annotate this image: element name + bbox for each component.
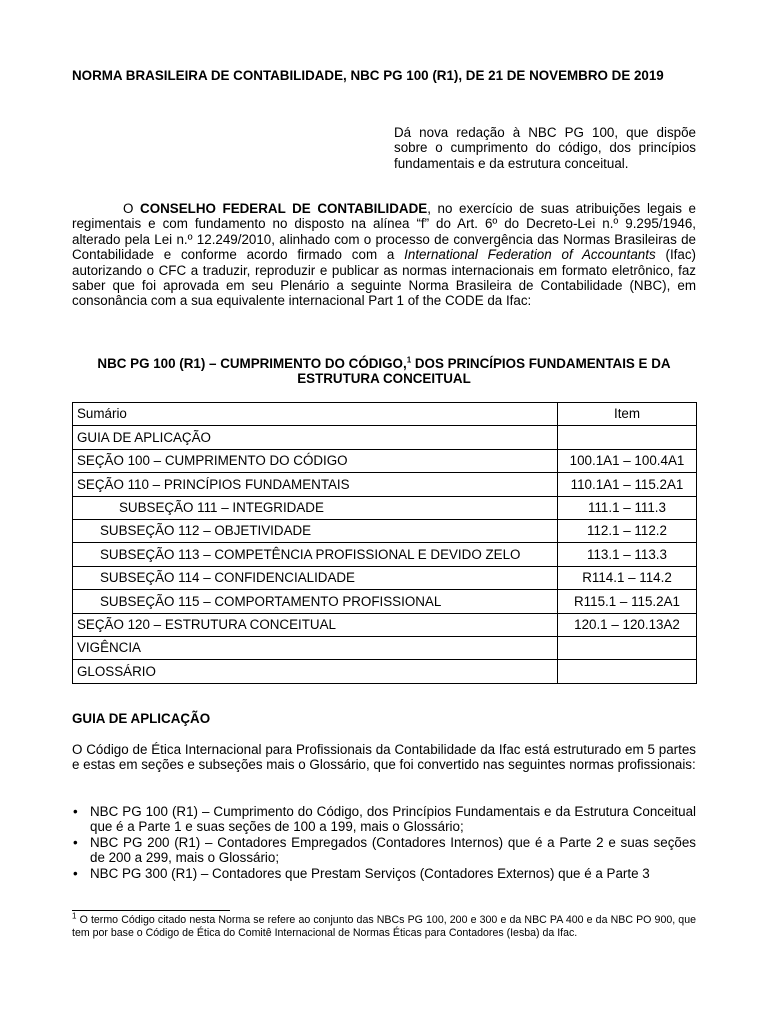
toc-section: SEÇÃO 120 – ESTRUTURA CONCEITUAL	[73, 613, 558, 636]
toc-subsection: SUBSEÇÃO 111 – INTEGRIDADE	[73, 496, 558, 519]
bullet-icon: •	[73, 865, 78, 881]
toc-item-range	[558, 660, 697, 683]
toc-row	[73, 426, 697, 449]
toc-row	[73, 473, 697, 496]
toc-header-item: Item	[558, 403, 697, 426]
toc-item-range: 110.1A1 – 115.2A1	[558, 473, 697, 496]
toc-row	[73, 613, 697, 636]
toc-item-range: 111.1 – 111.3	[558, 496, 697, 519]
toc-row	[73, 636, 697, 659]
footnote-text: O termo Código citado nesta Norma se refere ao conjunto das NBCs PG 100, 200 e 300 e da NBC PA 400 e da NBC PO 900, que tem por base o Código de Ética do Comitê Internacional de Normas Éticas para Contadores (Iesba) da Ifac.	[72, 914, 696, 940]
preamble-lead: O	[123, 201, 141, 216]
guide-intro: O Código de Ética Internacional para Profissionais da Contabilidade da Ifac está estruturado em 5 partes e estas em seções e subseções mais o Glossário, que foi convertido nas seguintes normas profissionais:	[72, 742, 696, 773]
toc-item-range: R114.1 – 114.2	[558, 566, 697, 589]
toc-section: GUIA DE APLICAÇÃO	[73, 426, 558, 449]
list-item-text: NBC PG 200 (R1) – Contadores Empregados (Contadores Internos) que é a Parte 2 e suas seções de 200 a 299, mais o Glossário;	[90, 834, 696, 866]
council-name: CONSELHO FEDERAL DE CONTABILIDADE	[140, 201, 428, 216]
toc-section: SEÇÃO 100 – CUMPRIMENTO DO CÓDIGO	[73, 449, 558, 472]
list-item-text: NBC PG 300 (R1) – Contadores que Prestam Serviços (Contadores Externos) que é a Parte 3	[90, 865, 650, 881]
ifac-name: International Federation of Accountants	[404, 247, 656, 263]
toc-item-range	[558, 426, 697, 449]
document-title: NORMA BRASILEIRA DE CONTABILIDADE, NBC PG 100 (R1), DE 21 DE NOVEMBRO DE 2019	[72, 68, 664, 83]
toc-header-row	[73, 403, 697, 426]
toc-section: VIGÊNCIA	[73, 636, 558, 659]
guide-heading: GUIA DE APLICAÇÃO	[72, 711, 211, 726]
toc-item-range: 113.1 – 113.3	[558, 543, 697, 566]
subtitle-part-b: DOS PRINCÍPIOS FUNDAMENTAIS E DA ESTRUTURA CONCEITUAL	[297, 356, 671, 387]
footnote-divider	[72, 910, 230, 911]
toc-section: SEÇÃO 110 – PRINCÍPIOS FUNDAMENTAIS	[73, 473, 558, 496]
subtitle-part-a: NBC PG 100 (R1) – CUMPRIMENTO DO CÓDIGO,	[97, 356, 407, 371]
toc-item-range: 120.1 – 120.13A2	[558, 613, 697, 636]
table-of-contents	[72, 402, 697, 684]
bullet-icon: •	[73, 834, 78, 850]
footnote-marker: 1	[72, 911, 77, 921]
list-item	[72, 866, 696, 881]
toc-item-range	[558, 636, 697, 659]
toc-subsection: SUBSEÇÃO 115 – COMPORTAMENTO PROFISSIONAL	[73, 590, 558, 613]
list-item-text: NBC PG 100 (R1) – Cumprimento do Código, dos Princípios Fundamentais e da Estrutura Conceitual que é a Parte 1 e suas seções de 100 a 199, mais o Glossário;	[90, 804, 696, 835]
toc-item-range: 100.1A1 – 100.4A1	[558, 449, 697, 472]
bullet-icon: •	[73, 804, 78, 819]
toc-item-range: 112.1 – 112.2	[558, 519, 697, 542]
preamble-text-2: (Ifac) autorizando o CFC a traduzir, reproduzir e publicar as normas internacionais em formato eletrônico, faz saber que foi aprovada em seu Plenário a seguinte Norma Brasileira de Contabilidade (NBC), em consonância com a sua equivalente internacional Part 1 of the CODE da Ifac:	[72, 247, 696, 309]
toc-row	[73, 449, 697, 472]
toc-row	[73, 519, 697, 542]
toc-subsection: SUBSEÇÃO 112 – OBJETIVIDADE	[73, 519, 558, 542]
list-item	[72, 804, 696, 835]
footnote	[72, 911, 696, 940]
toc-header-section: Sumário	[73, 403, 558, 426]
preamble-paragraph	[72, 201, 696, 309]
preamble-text-1: , no exercício de suas atribuições legais e regimentais e com fundamento no disposto na alínea “f” do Art. 6º do Decreto-Lei n.º 9.295/1946, alterado pela Lei n.º 12.249/2010, alinhado com o processo de convergência das Normas Brasileiras de Contabilidade e conforme acordo firmado com a	[72, 201, 697, 263]
footnote-reference[interactable]: 1	[406, 355, 412, 365]
norms-list	[72, 804, 696, 881]
list-item	[72, 835, 696, 866]
toc-section: GLOSSÁRIO	[73, 660, 558, 683]
document-summary: Dá nova redação à NBC PG 100, que dispõe sobre o cumprimento do código, dos princípios fundamentais e da estrutura conceitual.	[394, 125, 696, 171]
toc-row	[73, 496, 697, 519]
toc-row	[73, 543, 697, 566]
toc-item-range: R115.1 – 115.2A1	[558, 590, 697, 613]
toc-subsection: SUBSEÇÃO 114 – CONFIDENCIALIDADE	[73, 566, 558, 589]
toc-row	[73, 660, 697, 683]
toc-row	[73, 590, 697, 613]
toc-subsection: SUBSEÇÃO 113 – COMPETÊNCIA PROFISSIONAL E DEVIDO ZELO	[73, 543, 558, 566]
toc-row	[73, 566, 697, 589]
norm-subtitle	[72, 356, 696, 387]
